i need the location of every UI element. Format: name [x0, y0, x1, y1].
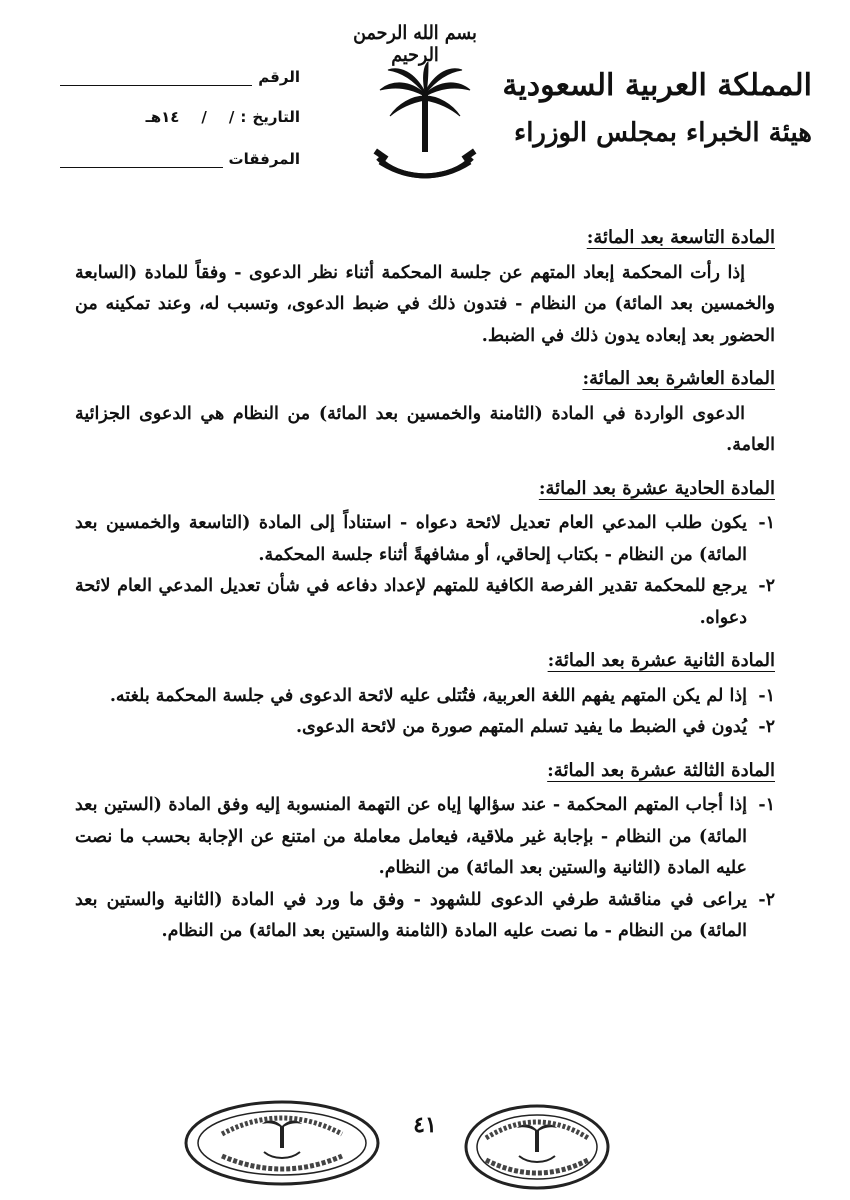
- article-112: [75, 645, 775, 744]
- item-text: إذا أجاب المتهم المحكمة - عند سؤالها إياه عن التهمة المنسوبة إليه وفق المادة (الستين بعد المائة) من النظام - بإجابة غير ملاقية، فيعامل معاملة من امتنع عن الإجابة بحسب ما نصت عليه المادة (الثانية والستين بعد المائة) من النظام.: [75, 795, 747, 878]
- item-number: ١-: [758, 513, 775, 533]
- article-title: المادة الحادية عشرة بعد المائة:: [538, 477, 775, 499]
- reference-label: الرقم: [258, 68, 300, 86]
- org-name-line1: المملكة العربية السعودية: [502, 68, 812, 103]
- article-item: [75, 571, 775, 634]
- item-text: يرجع للمحكمة تقدير الفرصة الكافية للمتهم لإعداد دفاعه في شأن تعديل المدعي العام لائحة دعواه.: [75, 576, 747, 628]
- article-item: [75, 712, 775, 744]
- palm-swords-emblem-icon: [370, 62, 480, 192]
- article-113: [75, 755, 775, 948]
- item-text: إذا لم يكن المتهم يفهم اللغة العربية، فتُتلى عليه لائحة الدعوى في جلسة المحكمة بلغته.: [109, 685, 747, 706]
- item-number: ٢-: [758, 576, 775, 596]
- item-number: ٢-: [758, 889, 775, 910]
- basmala: بسم الله الرحمن الرحيم: [353, 22, 477, 66]
- article-title: المادة الثالثة عشرة بعد المائة:: [547, 759, 775, 781]
- page-number: ٤١: [413, 1112, 437, 1138]
- date-separator: /: [228, 108, 235, 126]
- article-item: [75, 681, 775, 713]
- attachments-field: [60, 146, 300, 168]
- article-paragraph: الدعوى الواردة في المادة (الثامنة والخمسين بعد المائة) من النظام هي الدعوى الجزائية العامة.: [75, 403, 775, 455]
- document-body: [75, 222, 775, 959]
- attachments-line: [60, 155, 223, 168]
- attachments-label: المرفقات: [228, 150, 300, 168]
- letterhead: [0, 0, 850, 200]
- date-field: التاريخ : / / ١٤هـ: [145, 108, 300, 126]
- date-separator: /: [201, 108, 207, 126]
- item-number: ١-: [758, 685, 775, 706]
- org-name-line2: هيئة الخبراء بمجلس الوزراء: [513, 118, 812, 148]
- article-109: [75, 222, 775, 352]
- item-number: ٢-: [758, 717, 775, 737]
- article-111: [75, 473, 775, 635]
- article-item: [75, 508, 775, 571]
- article-110: [75, 363, 775, 462]
- date-hijri-suffix: ١٤هـ: [145, 108, 180, 126]
- item-number: ١-: [758, 795, 775, 815]
- article-item: [75, 885, 775, 948]
- item-text: يراعى في مناقشة طرفي الدعوى للشهود - وفق ما ورد في المادة (الثانية والستين بعد المائة) من النظام - ما نصت عليه المادة (الثامنة والستين بعد المائة) من النظام.: [75, 889, 747, 941]
- item-text: يكون طلب المدعي العام تعديل لائحة دعواه - استناداً إلى المادة (التاسعة والخمسين بعد المائة) من النظام - بكتاب إلحاقي، أو مشافهةً أثناء جلسة المحكمة.: [75, 513, 747, 565]
- date-label: التاريخ: [252, 108, 300, 126]
- official-seal-right-icon: [462, 1102, 612, 1192]
- article-title: المادة التاسعة بعد المائة:: [586, 227, 775, 248]
- official-seal-left-icon: [182, 1098, 382, 1188]
- reference-line: [60, 73, 252, 86]
- article-title: المادة الثانية عشرة بعد المائة:: [547, 650, 775, 671]
- article-item: [75, 790, 775, 885]
- article-title: المادة العاشرة بعد المائة:: [582, 368, 775, 389]
- reference-field: [60, 64, 300, 86]
- item-text: يُدون في الضبط ما يفيد تسلم المتهم صورة من لائحة الدعوى.: [295, 717, 747, 737]
- article-paragraph: إذا رأت المحكمة إبعاد المتهم عن جلسة المحكمة أثناء نظر الدعوى - وفقاً للمادة (السابعة والخمسين بعد المائة) من النظام - فتدون ذلك في ضبط الدعوى، وتسبب له، وعند تمكينه من الحضور بعد إبعاده يدون ذلك في الضبط.: [75, 262, 775, 346]
